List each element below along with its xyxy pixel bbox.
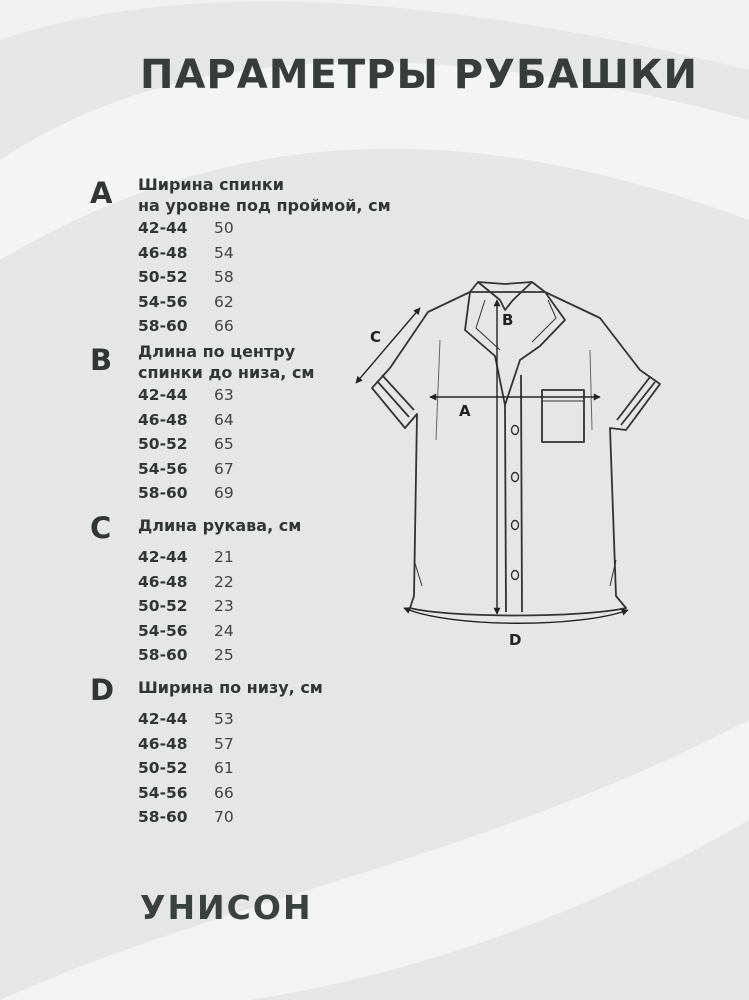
value-cell: 63	[214, 386, 234, 405]
size-cell: 58-60	[138, 808, 188, 827]
size-cell: 50-52	[138, 268, 188, 287]
dimension-lines	[356, 300, 628, 623]
heading-line: Ширина спинки	[138, 175, 284, 194]
section-letter: A	[90, 176, 113, 210]
table-row	[138, 408, 234, 433]
section-letter: D	[90, 673, 115, 707]
size-table	[138, 216, 234, 339]
size-cell: 54-56	[138, 459, 188, 478]
table-row	[138, 643, 234, 668]
table-row	[138, 457, 234, 482]
table-row	[138, 290, 234, 315]
value-cell: 64	[214, 410, 234, 429]
size-cell: 46-48	[138, 734, 188, 753]
value-cell: 21	[214, 548, 234, 567]
heading-line: Длина по центру	[138, 342, 296, 361]
size-cell: 54-56	[138, 783, 188, 802]
table-row	[138, 432, 234, 457]
table-row	[138, 383, 234, 408]
size-cell: 42-44	[138, 548, 188, 567]
size-table	[138, 707, 234, 830]
table-row	[138, 265, 234, 290]
heading-line: на уровне под проймой, см	[138, 196, 391, 215]
section-heading	[138, 341, 315, 383]
size-table	[138, 545, 234, 668]
table-row	[138, 241, 234, 266]
section-letter: C	[90, 511, 112, 545]
section-letter: B	[90, 343, 113, 377]
value-cell: 58	[214, 268, 234, 287]
size-cell: 50-52	[138, 597, 188, 616]
brand-logo: УНИСОН	[140, 888, 313, 927]
size-cell: 50-52	[138, 435, 188, 454]
value-cell: 24	[214, 621, 234, 640]
value-cell: 65	[214, 435, 234, 454]
table-row	[138, 707, 234, 732]
value-cell: 57	[214, 734, 234, 753]
label-a: A	[459, 402, 471, 420]
size-cell: 46-48	[138, 572, 188, 591]
table-row	[138, 570, 234, 595]
value-cell: 23	[214, 597, 234, 616]
size-cell: 58-60	[138, 646, 188, 665]
buttons	[512, 426, 519, 580]
shirt-diagram	[340, 270, 670, 660]
table-row	[138, 216, 234, 241]
value-cell: 53	[214, 710, 234, 729]
label-d: D	[509, 631, 522, 649]
section-heading	[138, 515, 301, 536]
size-cell: 54-56	[138, 621, 188, 640]
heading-line: спинки до низа, см	[138, 363, 315, 382]
size-cell: 46-48	[138, 410, 188, 429]
heading-line: Ширина по низу, см	[138, 678, 323, 697]
table-row	[138, 756, 234, 781]
table-row	[138, 732, 234, 757]
label-b: B	[502, 311, 514, 329]
table-row	[138, 481, 234, 506]
value-cell: 70	[214, 808, 234, 827]
size-cell: 42-44	[138, 219, 188, 238]
page-title: ПАРАМЕТРЫ РУБАШКИ	[140, 52, 698, 98]
label-c: C	[370, 328, 382, 346]
value-cell: 22	[214, 572, 234, 591]
shirt-outline	[372, 282, 660, 616]
table-row	[138, 805, 234, 830]
size-cell: 46-48	[138, 243, 188, 262]
size-cell: 54-56	[138, 292, 188, 311]
value-cell: 25	[214, 646, 234, 665]
section-heading	[138, 174, 391, 216]
value-cell: 62	[214, 292, 234, 311]
value-cell: 50	[214, 219, 234, 238]
table-row	[138, 594, 234, 619]
table-row	[138, 781, 234, 806]
size-cell: 50-52	[138, 759, 188, 778]
value-cell: 61	[214, 759, 234, 778]
table-row	[138, 619, 234, 644]
value-cell: 66	[214, 783, 234, 802]
table-row	[138, 314, 234, 339]
size-cell: 58-60	[138, 484, 188, 503]
value-cell: 66	[214, 317, 234, 336]
table-row	[138, 545, 234, 570]
section-heading	[138, 677, 323, 698]
dimension-c-line	[356, 308, 420, 383]
value-cell: 67	[214, 459, 234, 478]
size-cell: 42-44	[138, 386, 188, 405]
value-cell: 54	[214, 243, 234, 262]
heading-line: Длина рукава, см	[138, 516, 302, 535]
size-table	[138, 383, 234, 506]
size-cell: 58-60	[138, 317, 188, 336]
value-cell: 69	[214, 484, 234, 503]
size-cell: 42-44	[138, 710, 188, 729]
